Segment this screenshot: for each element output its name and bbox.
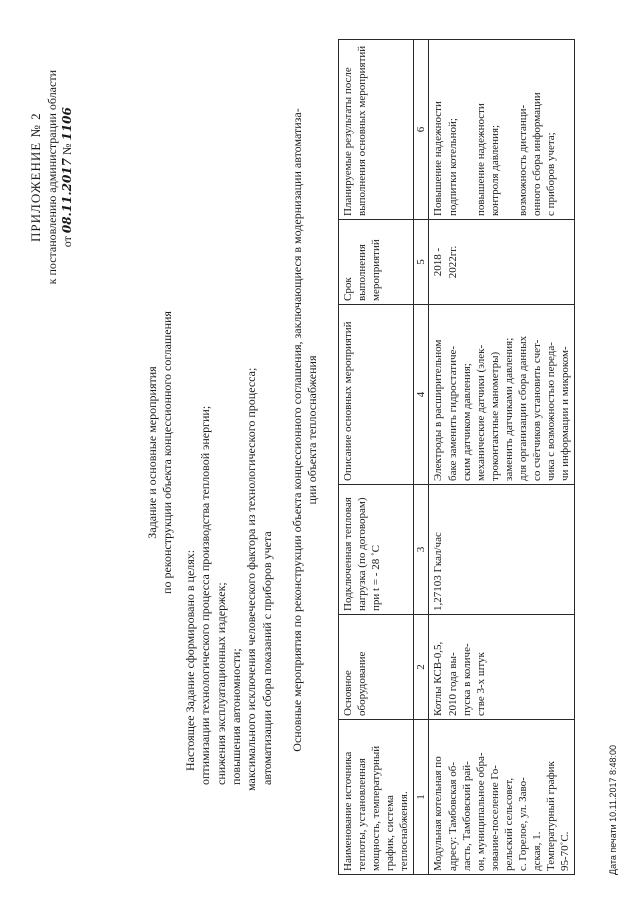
measure-line: троконтактные манометры)	[488, 351, 501, 481]
appendix-header	[28, 70, 75, 284]
measure-line: баке заменить гидростатиче-	[446, 345, 459, 481]
equipment-line: Котлы КСВ-0,5,	[432, 641, 445, 716]
load-cell: 1,27103 Гкал/час	[429, 485, 575, 615]
header-cell: Срок выполнения мероприятий	[339, 220, 414, 305]
term-cell	[429, 220, 575, 305]
results-cell	[429, 40, 575, 220]
measure-line: ским датчиком давления;	[460, 363, 473, 481]
header-cell: Наименование источника теплоты, установленная мощность, температурный график, система теплоснабжения.	[339, 720, 414, 875]
intro-goals	[183, 65, 275, 791]
index-cell: 1	[414, 720, 429, 875]
source-line: дская, 1.	[531, 831, 544, 871]
index-cell: 4	[414, 305, 429, 485]
print-date-stamp: Дата печати 10.11.2017 8:48:00	[608, 744, 618, 875]
result-line: повышение надежности	[474, 103, 487, 216]
equipment-line: стве 3-х штук	[474, 652, 487, 716]
section-line-2: ции объекта теплоснабжения	[305, 355, 320, 505]
source-line: 95-70˚С.	[559, 831, 572, 871]
header-cell: Подключенная тепловая нагрузка (по договорам) при t = - 28 ˚С	[339, 485, 414, 615]
index-cell: 5	[414, 220, 429, 305]
measures-cell	[429, 305, 575, 485]
section-line-1: Основные мероприятия по реконструкции объекта концессионного соглашения, заключающиеся в модернизации автоматиза-	[290, 108, 304, 752]
source-line: он, муниципальное обра-	[474, 752, 487, 871]
date-prefix: от	[59, 236, 74, 248]
goals-list	[198, 65, 275, 791]
header-cell: Основное оборудование	[339, 615, 414, 720]
goal-item: повышения автономности;	[229, 648, 244, 785]
document-heading	[145, 0, 176, 905]
number-handwritten: 1106	[59, 107, 74, 141]
term-line: 2018 -	[432, 247, 445, 277]
goal-item: автоматизации сбора показаний с приборов учета	[259, 531, 274, 785]
measure-line: заменить датчиками давления;	[502, 337, 515, 481]
equipment-line: пуска в количе-	[460, 643, 473, 716]
table-header-row	[339, 40, 414, 875]
equipment-cell	[429, 615, 575, 720]
intro-lead: Настоящее Задание сформировано в целях:	[183, 549, 197, 771]
appendix-title: ПРИЛОЖЕНИЕ № 2	[28, 112, 43, 242]
source-line: Модульная котельная по	[432, 756, 445, 871]
equipment-line: 2010 года вы-	[446, 652, 459, 716]
source-line: рельский сельсовет,	[502, 777, 515, 871]
source-line: адресу: Тамбовская об-	[446, 761, 459, 871]
result-line: с приборов учета;	[545, 132, 558, 216]
result-line: подпитки котельной;	[446, 118, 459, 216]
goal-item: снижения эксплуатационных издержек;	[213, 582, 228, 785]
date-handwritten: 08.11.2017	[59, 157, 74, 234]
measure-line: со счётчиков установить счет-	[531, 339, 544, 481]
measure-line: чи информации и микроком-	[559, 346, 572, 481]
header-cell: Описание основных мероприятий	[339, 305, 414, 485]
table-row	[429, 40, 575, 875]
result-line	[502, 43, 516, 216]
header-cell: Планируемые результаты после выполнения основных мероприятий	[339, 40, 414, 220]
measure-line: чика с возможностью переда-	[545, 342, 558, 481]
result-line: контроля давления;	[488, 124, 501, 216]
goal-item: оптимизации технологического процесса производства тепловой энергии;	[198, 405, 213, 785]
appendix-subtitle: к постановлению администрации области	[44, 70, 59, 285]
heading-line-2: по реконструкции объекта концессионного соглашения	[160, 311, 175, 594]
result-line	[460, 43, 474, 216]
source-line: зование-поселение Го-	[488, 765, 501, 871]
measure-line: Электроды в расширительном	[432, 339, 445, 481]
term-line: 2022гг.	[446, 245, 459, 279]
measures-table	[338, 39, 575, 875]
measure-line: для организации сбора данных	[516, 335, 529, 481]
index-cell: 3	[414, 485, 429, 615]
section-title	[290, 50, 321, 810]
result-line: Повышение надежности	[432, 101, 445, 216]
result-line: возможность дистанци-	[516, 104, 529, 216]
index-cell: 2	[414, 615, 429, 720]
measure-line: механические датчики (элек-	[474, 344, 487, 481]
index-cell: 6	[414, 40, 429, 220]
table-index-row	[414, 40, 429, 875]
goal-item: максимального исключения человеческого фактора из технологического процесса;	[244, 367, 259, 791]
source-cell	[429, 720, 575, 875]
result-line: онного сбора информации	[531, 92, 544, 216]
source-line: Температурный график	[545, 761, 558, 871]
appendix-date	[60, 70, 75, 284]
source-line: ласть, Тамбовский рай-	[460, 761, 473, 871]
source-line: с. Горелое, ул. Заво-	[516, 777, 529, 871]
heading-line-1: Задание и основные мероприятия	[145, 366, 159, 539]
number-prefix: №	[59, 143, 74, 155]
